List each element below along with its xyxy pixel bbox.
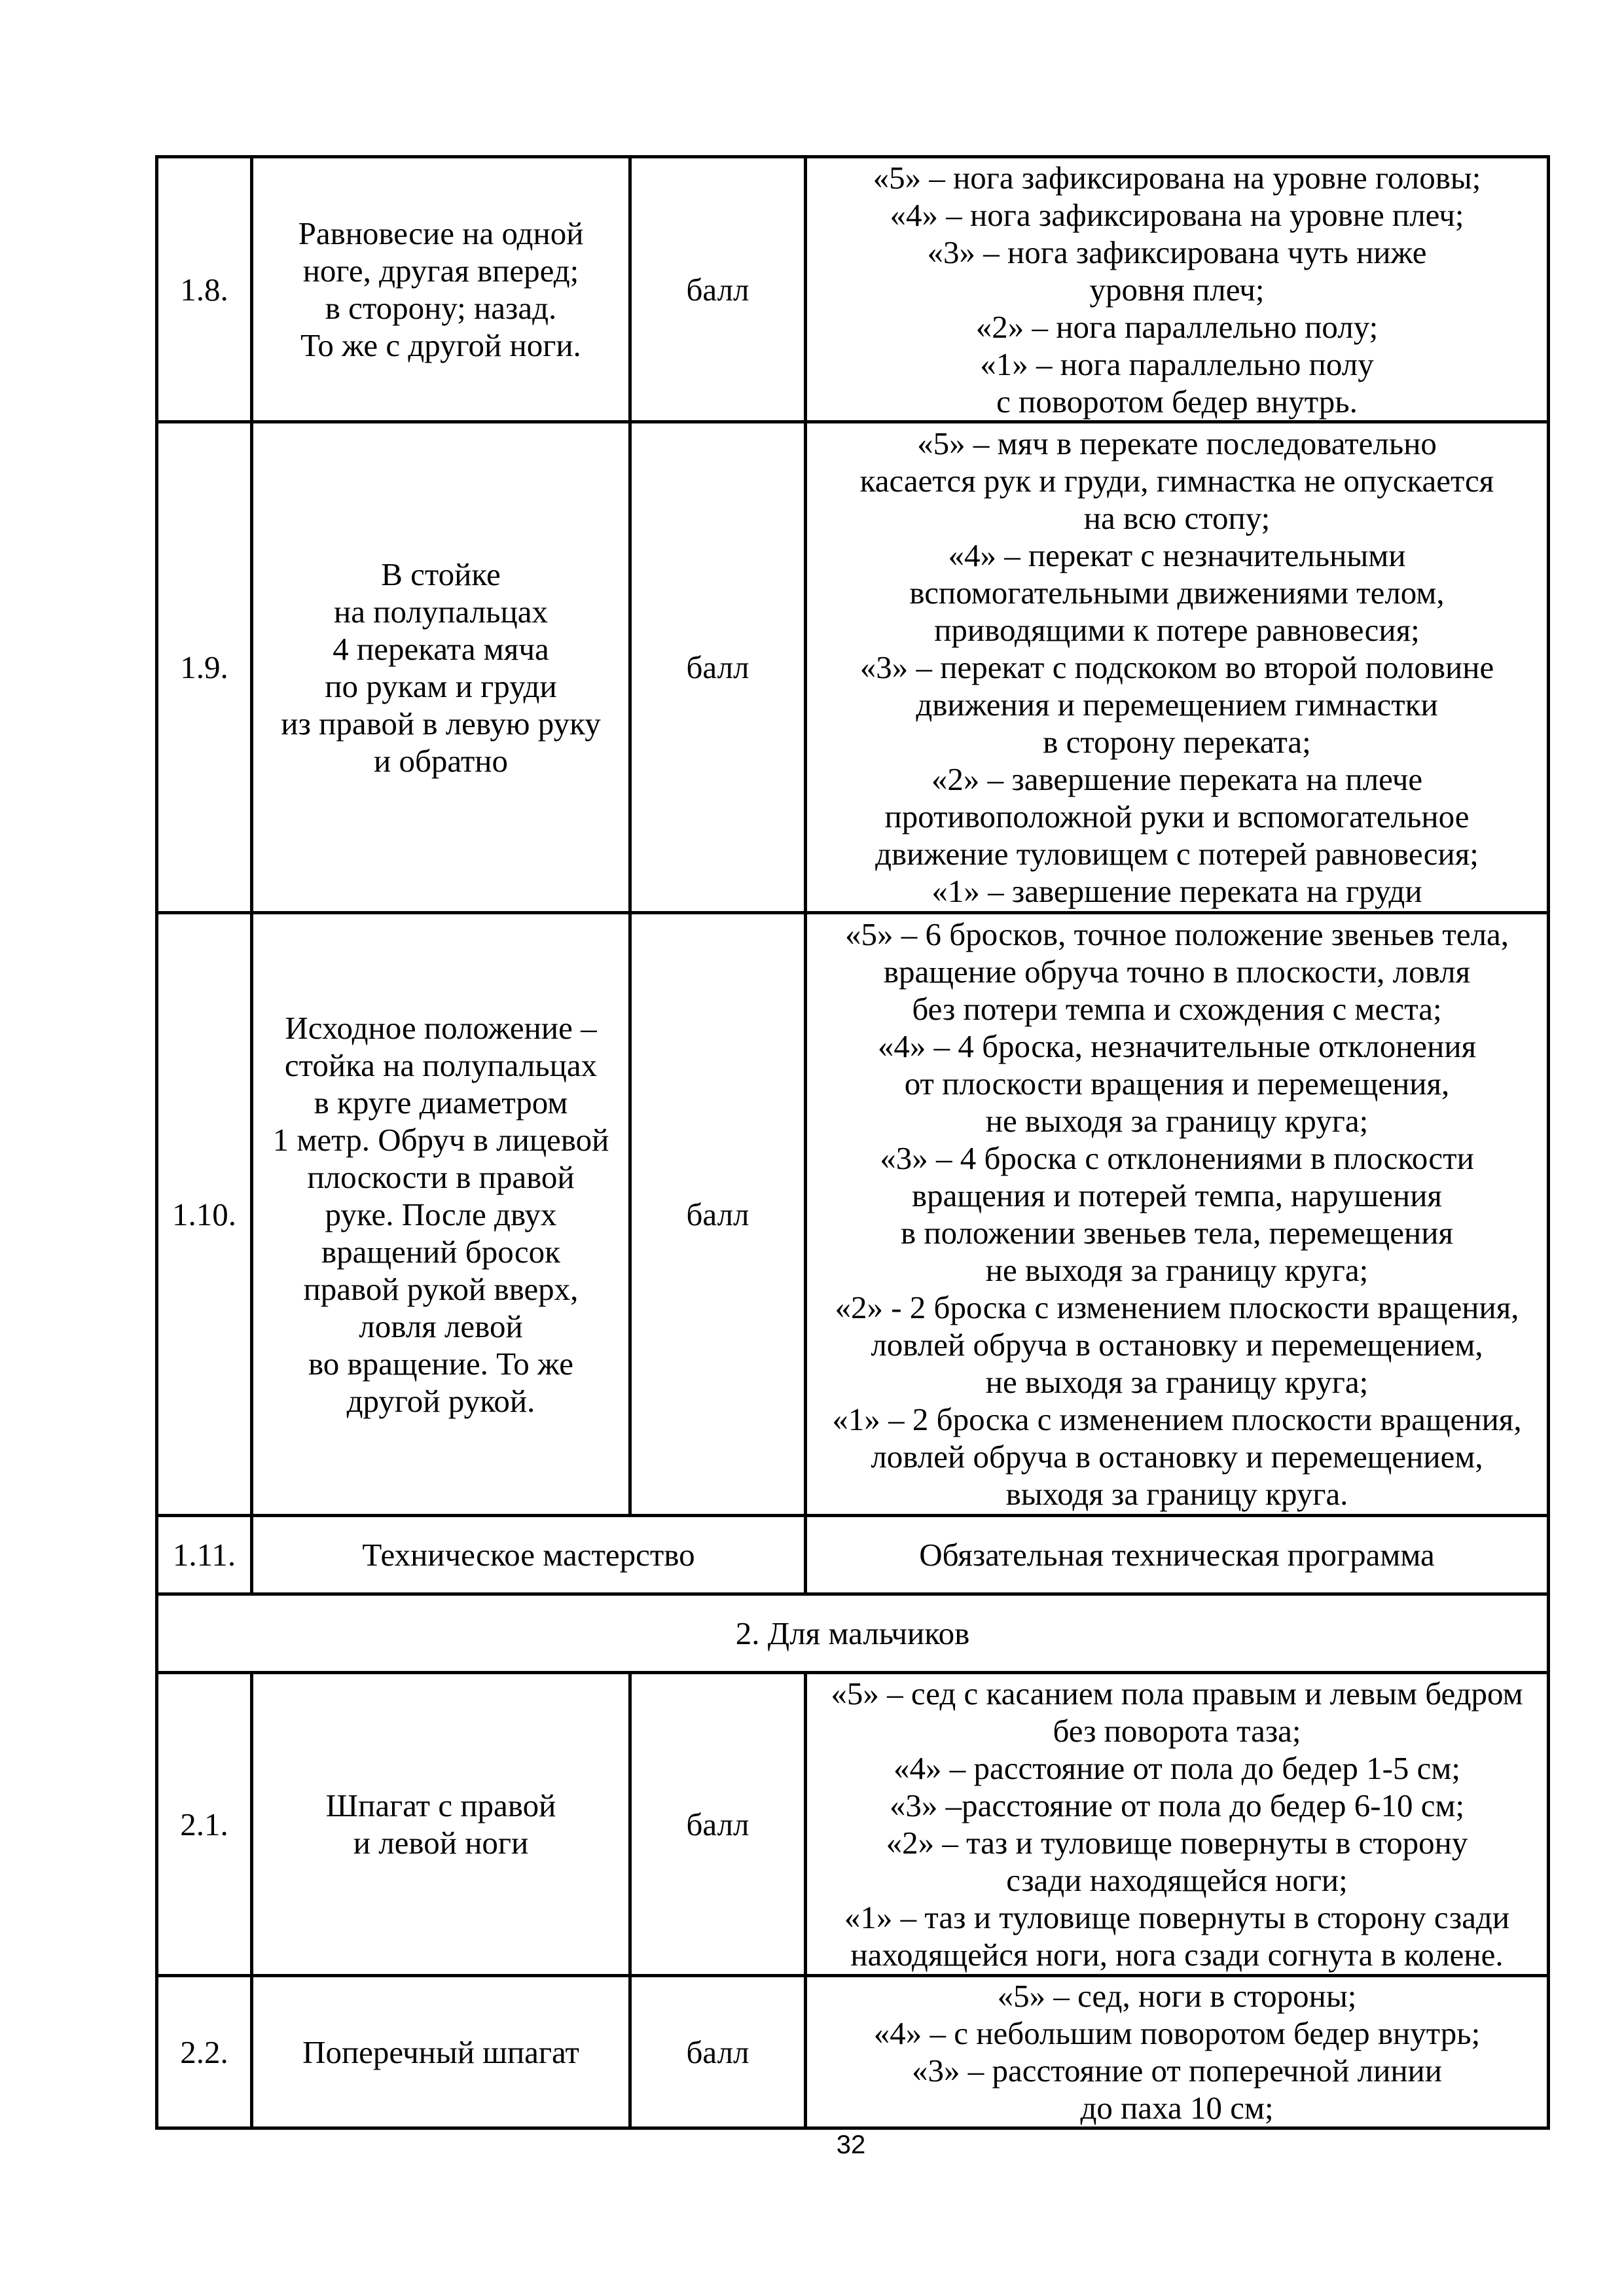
criteria-line: сзади находящейся ноги; xyxy=(1006,1862,1348,1898)
exercise-cell xyxy=(252,422,630,913)
exercise-line: Поперечный шпагат xyxy=(302,2034,579,2070)
criteria-line: «4» – 4 броска, незначительные отклонения xyxy=(877,1028,1477,1064)
criteria-line: касается рук и груди, гимнастка не опускается xyxy=(859,463,1494,499)
criteria-line: «5» – мяч в перекате последовательно xyxy=(917,425,1437,461)
criteria-line: ловлей обруча в остановку и перемещением, xyxy=(871,1439,1483,1475)
exercise-line: правой рукой вверх, xyxy=(303,1270,579,1307)
criteria-line: «3» – 4 броска с отклонениями в плоскости xyxy=(880,1140,1474,1176)
section-title: 2. Для мальчиков xyxy=(157,1594,1549,1673)
table-row xyxy=(157,422,1549,913)
criteria-line: выходя за границу круга. xyxy=(1005,1476,1348,1512)
criteria-line: «4» – перекат с незначительными xyxy=(948,537,1406,573)
criteria-line: противоположной руки и вспомогательное xyxy=(884,798,1470,834)
exercise-line: То же с другой ноги. xyxy=(300,327,581,363)
criteria-line: вращения и потерей темпа, нарушения xyxy=(912,1177,1442,1213)
exercise-line: Шпагат с правой xyxy=(325,1787,556,1823)
criteria-line: не выходя за границу круга; xyxy=(985,1364,1369,1400)
exercise-line: ловля левой xyxy=(359,1308,523,1344)
criteria-line: «5» – нога зафиксирована на уровне головы; xyxy=(873,159,1481,196)
criteria-line: ловлей обруча в остановку и перемещением, xyxy=(871,1327,1483,1363)
table-row xyxy=(157,1516,1549,1594)
criteria-line: с поворотом бедер внутрь. xyxy=(996,383,1358,420)
exercise-line: вращений бросок xyxy=(321,1233,560,1270)
criteria-line: «2» - 2 броска с изменением плоскости вращения, xyxy=(835,1289,1519,1325)
criteria-line: находящейся ноги, нога сзади согнута в колене. xyxy=(850,1937,1504,1973)
criteria-line: до паха 10 см; xyxy=(1080,2090,1274,2126)
criteria-line: «2» – завершение переката на плече xyxy=(931,761,1423,797)
exercise-line: на полупальцах xyxy=(334,593,548,630)
exercise-line: Равновесие на одной xyxy=(298,215,584,251)
exercise-cell xyxy=(252,1976,630,2128)
criteria-line: «1» – таз и туловище повернуты в сторону сзади xyxy=(844,1899,1510,1935)
criteria-line: «5» – сед, ноги в стороны; xyxy=(997,1978,1357,2014)
table-row xyxy=(157,913,1549,1516)
criteria-line: «3» – расстояние от поперечной линии xyxy=(912,2053,1442,2089)
control-norms-table xyxy=(155,155,1550,2130)
criteria-line: «2» – нога параллельно полу; xyxy=(975,308,1379,345)
exercise-cell xyxy=(252,1673,630,1976)
criteria-cell xyxy=(806,913,1549,1516)
criteria-line: «4» – нога зафиксирована на уровне плеч; xyxy=(890,196,1464,233)
exercise-line: 4 переката мяча xyxy=(333,630,549,667)
criteria-line: «4» – расстояние от пола до бедер 1-5 см; xyxy=(893,1750,1461,1786)
exercise-cell: Техническое мастерство xyxy=(252,1516,806,1594)
criteria-line: в положении звеньев тела, перемещения xyxy=(900,1215,1454,1251)
row-number: 1.8. xyxy=(157,157,252,422)
exercise-line: Исходное положение – xyxy=(285,1009,597,1046)
criteria-line: приводящими к потере равновесия; xyxy=(934,612,1420,648)
criteria-line: «5» – сед с касанием пола правым и левым бедром xyxy=(831,1676,1523,1712)
exercise-line: ноге, другая вперед; xyxy=(302,253,579,289)
exercise-cell xyxy=(252,157,630,422)
exercise-line: из правой в левую руку xyxy=(281,705,601,742)
criteria-line: «1» – завершение переката на груди xyxy=(931,873,1422,909)
exercise-line: в круге диаметром xyxy=(314,1084,568,1121)
unit-cell: балл xyxy=(630,422,806,913)
exercise-line: другой рукой. xyxy=(346,1382,535,1419)
unit-cell: балл xyxy=(630,1673,806,1976)
criteria-line: «3» –расстояние от пола до бедер 6-10 см; xyxy=(889,1787,1465,1823)
exercise-line: во вращение. То же xyxy=(308,1345,574,1382)
exercise-line: в сторону; назад. xyxy=(325,290,557,326)
criteria-line: на всю стопу; xyxy=(1083,500,1271,536)
exercise-line: В стойке xyxy=(381,556,501,592)
criteria-line: движение туловищем с потерей равновесия; xyxy=(875,836,1479,872)
table-row xyxy=(157,1976,1549,2128)
section-header-row xyxy=(157,1594,1549,1673)
criteria-cell xyxy=(806,157,1549,422)
criteria-line: «5» – 6 бросков, точное положение звеньев тела, xyxy=(844,916,1509,952)
page-number: 32 xyxy=(836,2130,866,2159)
unit-cell: балл xyxy=(630,157,806,422)
row-number: 2.2. xyxy=(157,1976,252,2128)
row-number: 2.1. xyxy=(157,1673,252,1976)
exercise-line: и левой ноги xyxy=(353,1825,529,1861)
criteria-line: движения и перемещением гимнастки xyxy=(916,687,1438,723)
criteria-line: «1» – нога параллельно полу xyxy=(980,346,1374,382)
unit-cell: балл xyxy=(630,913,806,1516)
exercise-line: и обратно xyxy=(373,742,509,779)
exercise-line: плоскости в правой xyxy=(307,1158,575,1195)
criteria-line: от плоскости вращения и перемещения, xyxy=(904,1066,1450,1102)
criteria-line: в сторону переката; xyxy=(1043,724,1311,760)
criteria-line: «3» – нога зафиксирована чуть ниже xyxy=(927,234,1427,270)
criteria-line: не выходя за границу круга; xyxy=(985,1252,1369,1288)
criteria-cell xyxy=(806,1976,1549,2128)
row-number: 1.10. xyxy=(157,913,252,1516)
row-number: 1.11. xyxy=(157,1516,252,1594)
criteria-line: «2» – таз и туловище повернуты в сторону xyxy=(886,1825,1468,1861)
table-row xyxy=(157,1673,1549,1976)
row-number: 1.9. xyxy=(157,422,252,913)
table-row xyxy=(157,157,1549,422)
criteria-line: «1» – 2 броска с изменением плоскости вращения, xyxy=(832,1401,1522,1437)
criteria-line: вращение обруча точно в плоскости, ловля xyxy=(883,954,1471,990)
criteria-line: «3» – перекат с подскоком во второй половине xyxy=(859,649,1494,685)
criteria-line: уровня плеч; xyxy=(1089,271,1265,308)
unit-cell: балл xyxy=(630,1976,806,2128)
criteria-line: без потери темпа и схождения с места; xyxy=(912,991,1442,1027)
criteria-line: не выходя за границу круга; xyxy=(985,1103,1369,1139)
criteria-line: вспомогательными движениями телом, xyxy=(909,575,1445,611)
exercise-cell xyxy=(252,913,630,1516)
criteria-cell xyxy=(806,422,1549,913)
exercise-line: по рукам и груди xyxy=(325,668,557,704)
exercise-line: руке. После двух xyxy=(325,1196,557,1232)
criteria-line: без поворота таза; xyxy=(1053,1713,1301,1749)
criteria-cell xyxy=(806,1673,1549,1976)
criteria-cell: Обязательная техническая программа xyxy=(806,1516,1549,1594)
exercise-line: 1 метр. Обруч в лицевой xyxy=(272,1121,609,1158)
criteria-line: «4» – с небольшим поворотом бедер внутрь; xyxy=(873,2015,1481,2051)
exercise-line: стойка на полупальцах xyxy=(284,1047,598,1083)
